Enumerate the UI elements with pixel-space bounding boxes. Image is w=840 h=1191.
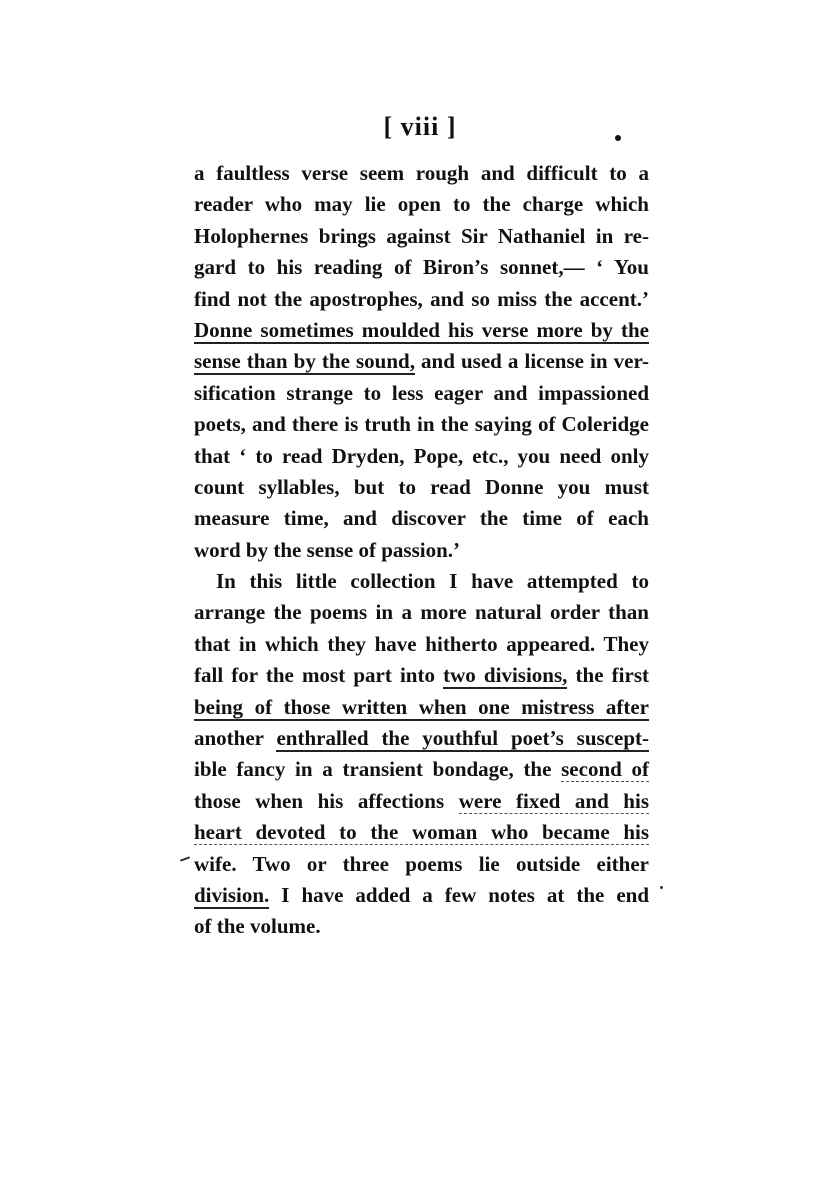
text-line: arrange the poems in a more natural order than <box>194 600 649 625</box>
underlined-phrase: were fixed and his <box>458 788 649 813</box>
underlined-phrase: division. <box>194 882 270 907</box>
paragraph-start-line: In this little collection I have attempted to <box>216 569 649 594</box>
text-line: a faultless verse seem rough and difficult to a <box>194 161 649 185</box>
text-line: word by the sense of passion.’ <box>194 537 461 562</box>
ink-speck <box>660 886 663 889</box>
text-line: wife. Two or three poems lie outside either <box>194 851 649 876</box>
text-line: reader who may lie open to the charge which <box>194 192 649 217</box>
line-rest: I have added a few notes at the end <box>269 882 649 907</box>
ink-dot <box>615 135 621 141</box>
text-line: count syllables, but to read Donne you must <box>194 474 649 499</box>
text-line: measure time, and discover the time of each <box>194 506 649 531</box>
line-pre: those when his affections <box>194 788 459 813</box>
text-line: sification strange to less eager and impassioned <box>194 380 649 405</box>
body-text <box>194 158 649 943</box>
text-line <box>194 723 649 754</box>
text-line: poets, and there is truth in the saying of Coleridge <box>194 412 649 437</box>
line-pre: fall for the most part into <box>194 663 444 688</box>
line-rest: the first <box>567 663 649 688</box>
underlined-phrase: Donne sometimes moulded his verse more by the <box>194 317 649 342</box>
text-line: of the volume. <box>194 914 321 939</box>
underlined-phrase: sense than by the sound, <box>194 349 415 374</box>
text-line: that in which they have hitherto appeared. They <box>194 631 649 656</box>
text-line <box>194 817 649 848</box>
page-number-header: [ viii ] <box>383 112 457 141</box>
underlined-phrase: enthralled the youthful poet’s suscept- <box>276 726 649 751</box>
text-line <box>194 880 649 911</box>
line-pre: another <box>194 726 277 751</box>
text-line <box>194 692 649 723</box>
line-rest: and used a license in ver- <box>414 349 649 374</box>
text-line: that ‘ to read Dryden, Pope, etc., you need only <box>194 443 649 468</box>
text-line: gard to his reading of Biron’s sonnet,— ‘ You <box>194 255 649 280</box>
text-line <box>194 315 649 346</box>
text-line <box>194 660 649 691</box>
text-line <box>194 346 649 377</box>
text-line: Holophernes brings against Sir Nathaniel in re- <box>194 223 649 248</box>
underlined-phrase: heart devoted to the woman who became his <box>194 820 649 845</box>
text-line: find not the apostrophes, and so miss the accent.’ <box>194 286 649 311</box>
text-line <box>194 786 649 817</box>
underlined-phrase: being of those written when one mistress after <box>194 694 649 719</box>
line-pre: ible fancy in a transient bondage, the <box>194 757 562 782</box>
underlined-phrase: second of <box>561 757 649 782</box>
underlined-phrase: two divisions, <box>443 663 568 688</box>
pencil-tick-mark <box>180 856 190 861</box>
text-line <box>194 754 649 785</box>
